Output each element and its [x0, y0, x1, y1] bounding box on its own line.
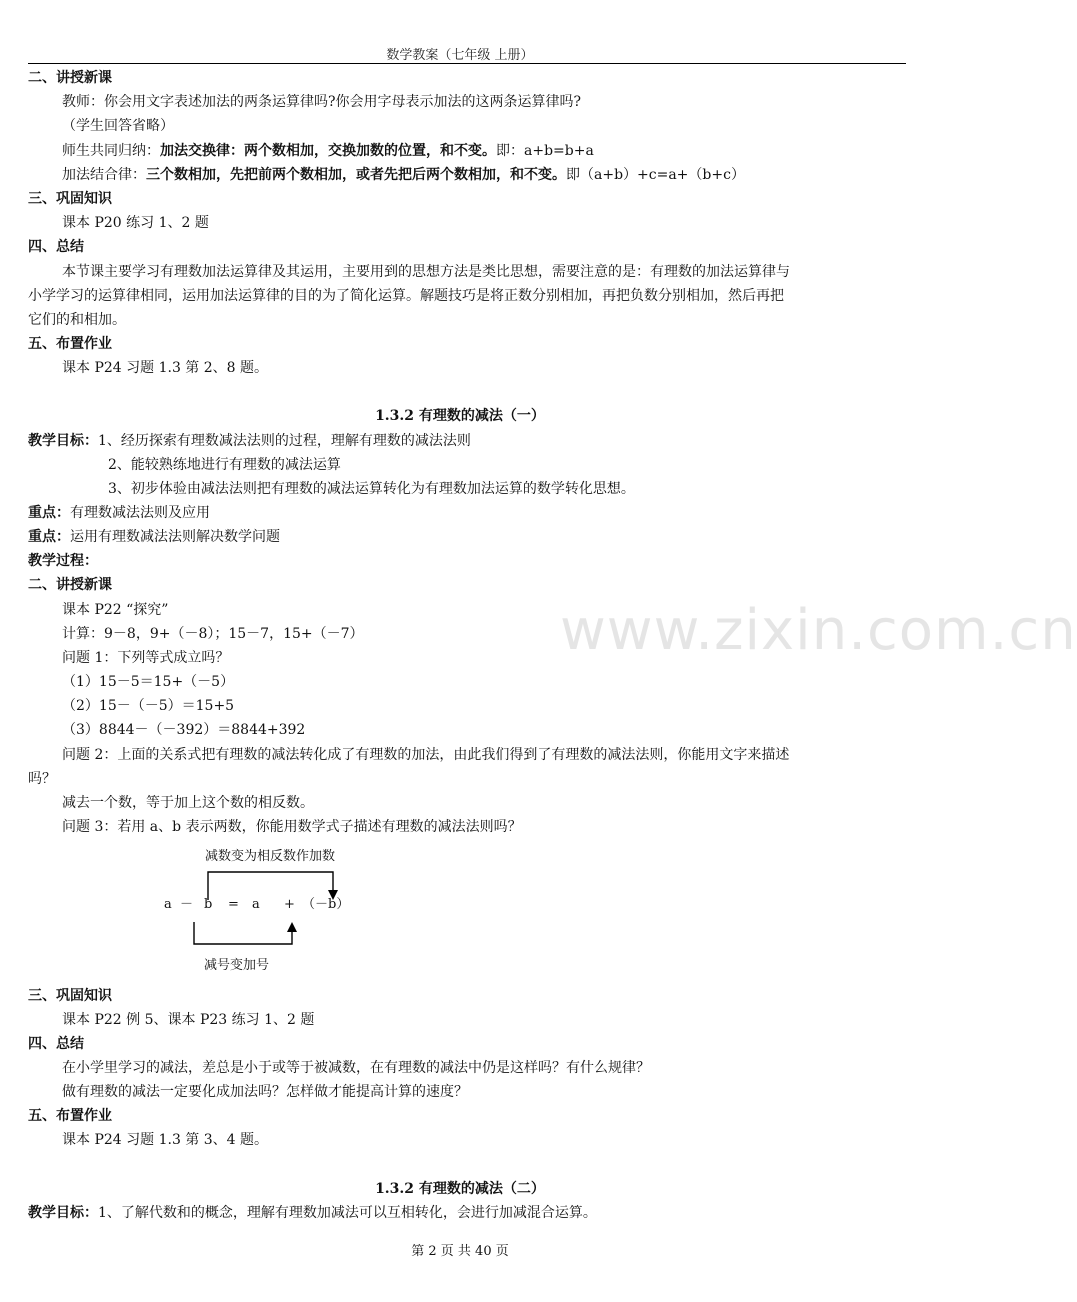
- section-title: 教学过程：: [28, 553, 98, 569]
- paragraph: [28, 1203, 597, 1223]
- term-a2: a: [252, 897, 260, 912]
- term-b: b: [204, 897, 213, 912]
- text: 即（a+b）+c=a+（b+c）: [566, 167, 745, 183]
- diagram-bottom-label: 减号变加号: [204, 958, 270, 973]
- text: 有理数减法法则及应用: [70, 505, 210, 521]
- equals-sign: =: [228, 897, 239, 912]
- paragraph: [62, 165, 745, 185]
- text: 即：a+b=b+a: [496, 143, 594, 159]
- paragraph: [62, 141, 594, 161]
- paragraph: 课本 P24 习题 1.3 第 3、4 题。: [62, 1132, 269, 1148]
- paragraph: 它们的和相加。: [28, 312, 126, 328]
- paragraph: 问题 3：若用 a、b 表示两数，你能用数学式子描述有理数的减法法则吗？: [62, 819, 522, 835]
- paragraph: （2）15－（－5）＝15+5: [62, 698, 235, 714]
- page-footer: 第 2 页 共 40 页: [411, 1244, 509, 1259]
- paragraph: 问题 1：下列等式成立吗？: [62, 650, 230, 666]
- diagram-top-label: 减数变为相反数作加数: [205, 849, 336, 864]
- paragraph: 做有理数的减法一定要化成加法吗？怎样做才能提高计算的速度？: [62, 1084, 468, 1100]
- bottom-connector: [194, 922, 292, 944]
- watermark: www.zixin.com.cn: [560, 598, 1077, 663]
- paragraph: 课本 P20 练习 1、2 题: [62, 215, 209, 231]
- text: 师生共同归纳：: [62, 143, 160, 159]
- paragraph: （1）15－5＝15+（－5）: [62, 674, 235, 690]
- arrow-up-icon: [287, 922, 297, 932]
- paragraph: 课本 P22 例 5、课本 P23 练习 1、2 题: [62, 1012, 315, 1028]
- bold-text: 加法交换律：两个数相加，交换加数的位置，和不变。: [160, 143, 496, 159]
- text: 加法结合律：: [62, 167, 146, 183]
- lesson-title: 1.3.2 有理数的减法（一）: [375, 408, 545, 424]
- label: 重点：: [28, 505, 70, 521]
- plus-sign: +: [284, 897, 295, 912]
- top-connector: [208, 872, 333, 900]
- paragraph: 问题 2：上面的关系式把有理数的减法转化成了有理数的加法，由此我们得到了有理数的减法法则，你能用文字来描述: [62, 747, 790, 763]
- paragraph: [28, 527, 280, 547]
- paragraph: 课本 P24 习题 1.3 第 2、8 题。: [62, 360, 269, 376]
- section-title: 三、巩固知识: [28, 988, 112, 1004]
- paragraph: 减去一个数，等于加上这个数的相反数。: [62, 795, 314, 811]
- paragraph: （3）8844－（－392）＝8844+392: [62, 722, 306, 738]
- text: 运用有理数减法法则解决数学问题: [70, 529, 280, 545]
- section-title: 五、布置作业: [28, 336, 112, 352]
- label: 重点：: [28, 529, 70, 545]
- section-title: 四、总结: [28, 239, 84, 255]
- label: 教学目标：: [28, 433, 98, 449]
- lesson-title: 1.3.2 有理数的减法（二）: [375, 1181, 545, 1197]
- paragraph: [28, 431, 471, 451]
- page-header: 数学教案（七年级 上册）: [386, 48, 534, 63]
- subtraction-rule-diagram: [150, 842, 380, 982]
- paragraph: 教师：你会用文字表述加法的两条运算律吗?你会用字母表示加法的这两条运算律吗?: [62, 94, 582, 110]
- term-a: a: [164, 897, 172, 912]
- paragraph: [28, 503, 210, 523]
- section-title: 二、讲授新课: [28, 577, 112, 593]
- term-neg-b: （－b）: [302, 897, 350, 912]
- paragraph: 2、能较熟练地进行有理数的减法运算: [108, 457, 341, 473]
- minus-sign: －: [180, 897, 194, 912]
- paragraph: 吗？: [28, 771, 56, 787]
- paragraph: 计算：9－8，9+（－8）；15－7，15+（－7）: [62, 626, 364, 642]
- header-rule: [28, 63, 906, 64]
- paragraph: 本节课主要学习有理数加法运算律及其运用，主要用到的思想方法是类比思想，需要注意的是：有理数的加法运算律与: [62, 264, 790, 280]
- label: 教学目标：: [28, 1205, 98, 1221]
- section-title: 四、总结: [28, 1036, 84, 1052]
- bold-text: 三个数相加，先把前两个数相加，或者先把后两个数相加，和不变。: [146, 167, 566, 183]
- section-title: 五、布置作业: [28, 1108, 112, 1124]
- text: 1、经历探索有理数减法法则的过程，理解有理数的减法法则: [98, 433, 471, 449]
- paragraph: 小学学习的运算律相同，运用加法运算律的目的为了简化运算。解题技巧是将正数分别相加，再把负数分别相加，然后再把: [28, 288, 784, 304]
- paragraph: 3、初步体验由减法法则把有理数的减法运算转化为有理数加法运算的数学转化思想。: [108, 481, 635, 497]
- paragraph: 在小学里学习的减法，差总是小于或等于被减数，在有理数的减法中仍是这样吗？有什么规律？: [62, 1060, 650, 1076]
- section-title: 二、讲授新课: [28, 70, 112, 86]
- text: 1、了解代数和的概念，理解有理数加减法可以互相转化，会进行加减混合运算。: [98, 1205, 597, 1221]
- paragraph: （学生回答省略）: [62, 118, 174, 134]
- paragraph: 课本 P22 “探究”: [62, 602, 169, 618]
- section-title: 三、巩固知识: [28, 191, 112, 207]
